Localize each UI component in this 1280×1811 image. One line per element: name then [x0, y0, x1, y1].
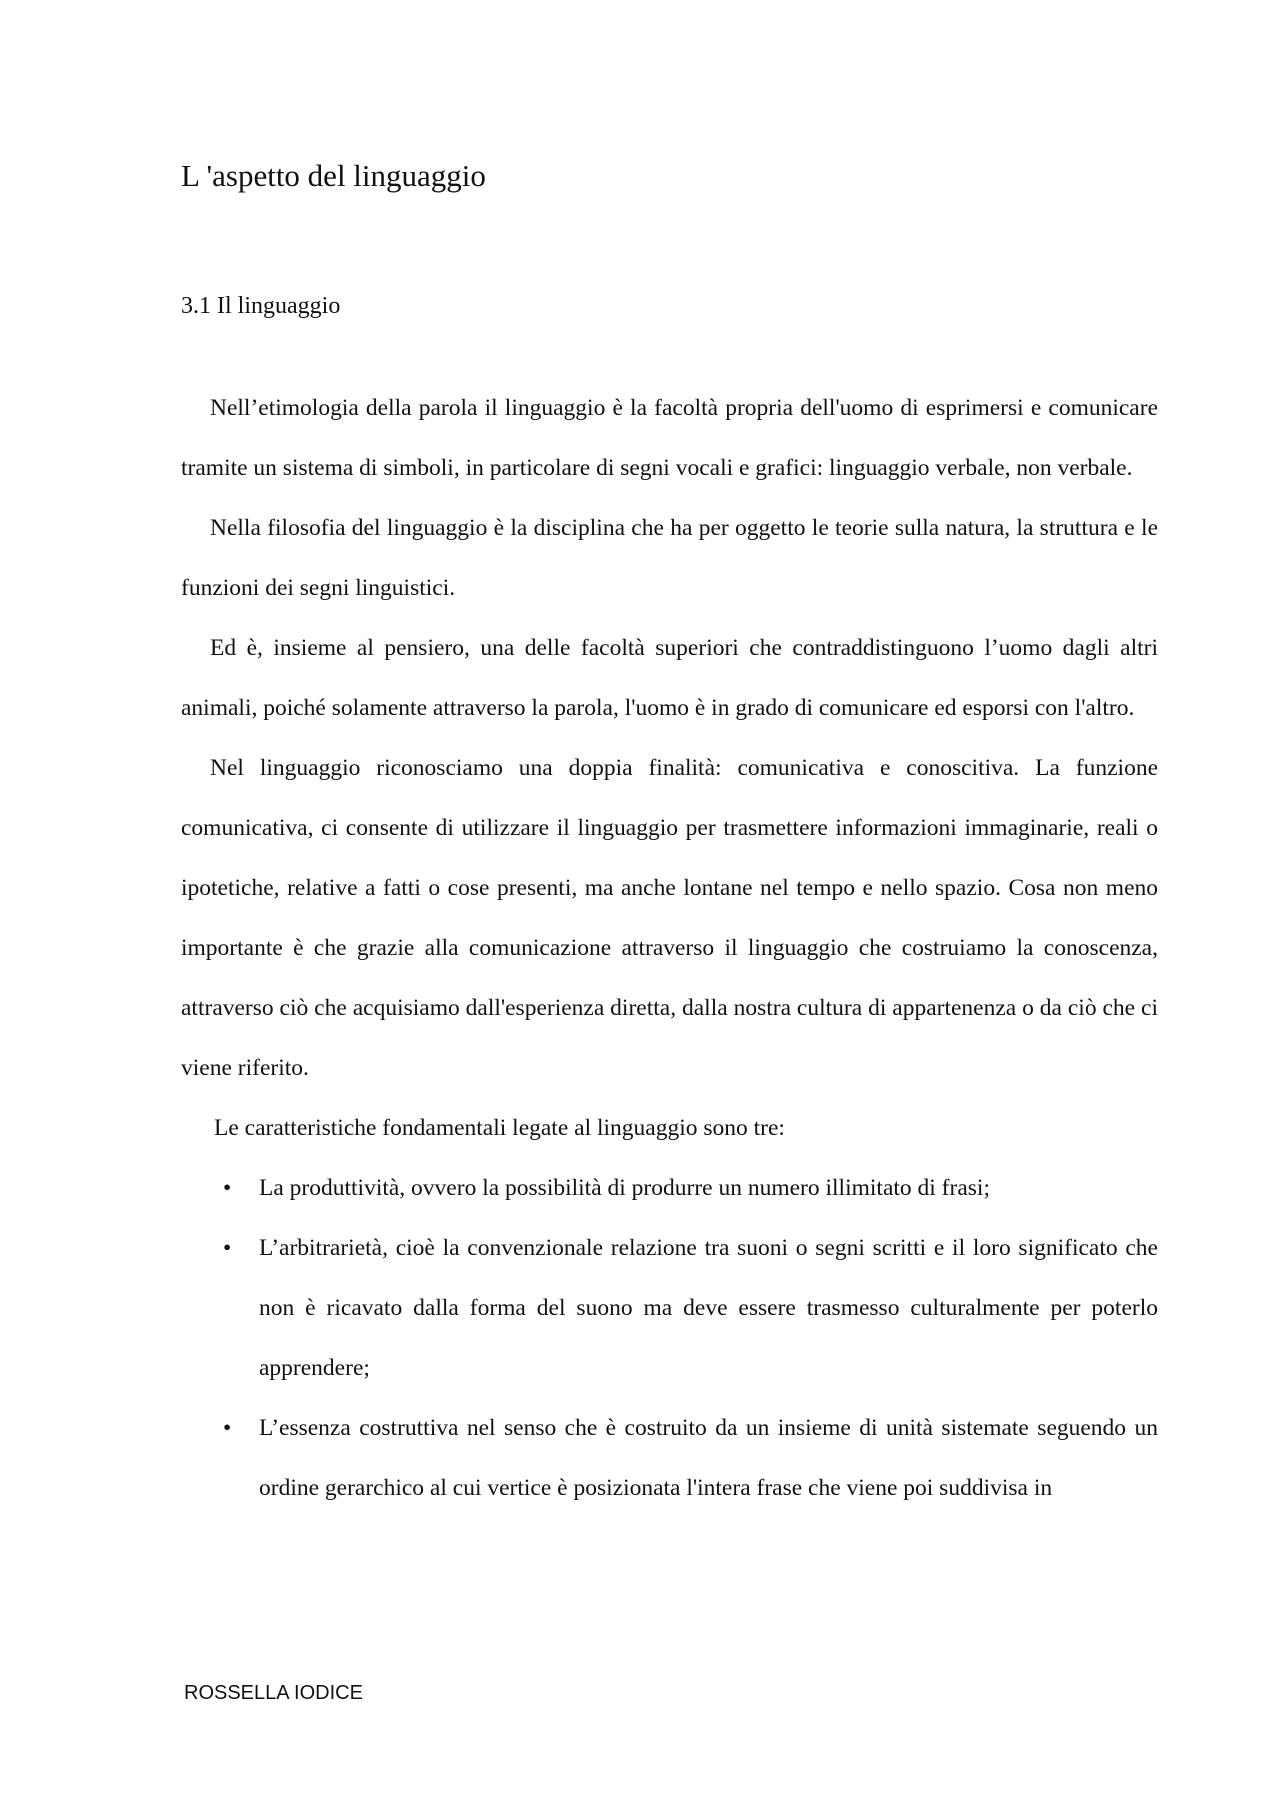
list-item-text: La produttività, ovvero la possibilità di produrre un numero illimitato di frasi; — [259, 1175, 990, 1201]
paragraph-philosophy: Nella filosofia del linguaggio è la disciplina che ha per oggetto le teorie sulla natura, la struttura e le funzioni dei segni linguistici. — [181, 515, 1158, 601]
page-footer: ROSSELLA IODICE — [184, 1682, 363, 1704]
characteristics-list — [181, 1158, 1158, 1518]
paragraph-faculty: Ed è, insieme al pensiero, una delle facoltà superiori che contraddistinguono l’uomo dagli altri animali, poiché solamente attraverso la parola, l'uomo è in grado di comunicare ed esporsi con l'altro. — [181, 635, 1158, 721]
document-body — [181, 378, 1158, 1518]
bullet-icon: • — [223, 1175, 232, 1201]
bullet-icon: • — [223, 1415, 232, 1441]
list-item-text: L’arbitrarietà, cioè la convenzionale relazione tra suoni o segni scritti e il loro significato che non è ricavato dalla forma del suono ma deve essere trasmesso culturalmente per poterlo apprendere; — [259, 1235, 1158, 1381]
document-title: L 'aspetto del linguaggio — [181, 158, 486, 193]
list-intro: Le caratteristiche fondamentali legate al linguaggio sono tre: — [214, 1115, 785, 1141]
paragraph-etymology: Nell’etimologia della parola il linguaggio è la facoltà propria dell'uomo di esprimersi e comunicare tramite un sistema di simboli, in particolare di segni vocali e grafici: linguaggio verbale, non verbale. — [181, 395, 1158, 481]
list-item-constructive — [181, 1398, 1158, 1518]
list-item-text: L’essenza costruttiva nel senso che è costruito da un insieme di unità sistemate seguendo un ordine gerarchico al cui vertice è posizionata l'intera frase che viene poi suddivisa in — [259, 1415, 1158, 1501]
list-item-arbitrariness — [181, 1218, 1158, 1398]
bullet-icon: • — [223, 1235, 232, 1261]
paragraph-purpose: Nel linguaggio riconosciamo una doppia finalità: comunicativa e conoscitiva. La funzione comunicativa, ci consente di utilizzare il linguaggio per trasmettere informazioni immaginarie, reali o ipotetiche, relative a fatti o cose presenti, ma anche lontane nel tempo e nello spazio. Cosa non meno importante è che grazie alla comunicazione attraverso il linguaggio che costruiamo la conoscenza, attraverso ciò che acquisiamo dall'esperienza diretta, dalla nostra cultura di appartenenza o da ciò che ci viene riferito. — [181, 755, 1158, 1081]
list-item-productivity — [181, 1158, 1158, 1218]
section-heading: 3.1 Il linguaggio — [181, 293, 341, 319]
